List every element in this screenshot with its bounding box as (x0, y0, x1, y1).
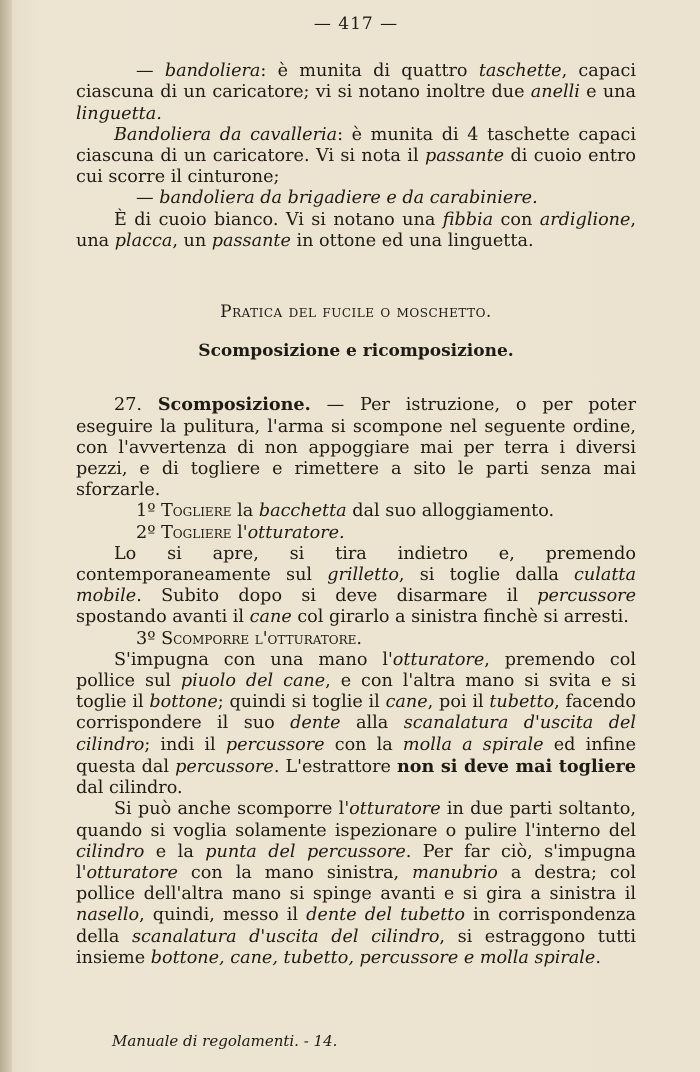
subsection-heading: Scomposizione e ricomposizione. (198, 341, 514, 362)
section-heading: Pratica del fucile o moschetto. (220, 302, 492, 323)
step-1: 1º Togliere la bacchetta dal suo alloggiamento. (136, 501, 555, 522)
page-number: — 417 — (313, 14, 399, 34)
paragraph-cuoio-bianco: È di cuoio bianco. Vi si notano una fibbia con ardiglione, una placca, un passante in ottone ed una linguetta. (76, 209, 636, 251)
page-content (76, 14, 636, 969)
paragraph-step-2: Lo si apre, si tira indietro e, premendo contemporaneamente sul grilletto, si toglie dalla culatta mobile. Subito dopo si deve disarmare il percussore spostando avanti il cane col girarlo a sinistra finchè si arresti. (76, 543, 636, 628)
paragraph-27-scomposizione: 27. Scomposizione. — Per istruzione, o per poter eseguire la pulitura, l'arma si scompone nel seguente ordine, con l'avvertenza di non appoggiare mai per terra i diversi pezzi, e di togliere e rimettere a sito le parti senza mai sforzarle. (76, 394, 636, 501)
paragraph-bandoliera-cavalleria: Bandoliera da cavalleria: è munita di 4 taschette capaci ciascuna di un caricatore. Vi si nota il passante di cuoio entro cui scorre il cinturone; (76, 124, 636, 188)
paragraph-bandoliera: — bandoliera: è munita di quattro taschette, capaci ciascuna di un caricatore; vi si notano inoltre due anelli e una linguetta. (76, 61, 637, 124)
paragraph-bandoliera-brigadiere: — bandoliera da brigadiere e da carabiniere. (136, 188, 538, 209)
step-3: 3º Scomporre l'otturatore. (136, 628, 363, 649)
paragraph-step-3b: Si può anche scomporre l'otturatore in due parti soltanto, quando si voglia solamente ispezionare o pulire l'interno del cilindro e la punta del percussore. Per far ciò, s'impugna l'otturatore con la mano sinistra, manubrio a destra; col pollice dell'altra mano si spinge avanti e si gira a sinistra il nasello, quindi, messo il dente del tubetto in corrispondenza della scanalatura d'uscita del cilindro, si estraggono tutti insieme bottone, cane, tubetto, percussore e molla spirale. (76, 799, 637, 968)
page-binding-shadow (0, 0, 12, 1072)
step-2: 2º Togliere l'otturatore. (136, 522, 345, 543)
paragraph-step-3a: S'impugna con una mano l'otturatore, premendo col pollice sul piuolo del cane, e con l'altra mano si svita e si toglie il bottone; quindi si toglie il cane, poi il tubetto, facendo corrispondere il suo dente alla scanalatura d'uscita del cilindro; indi il percussore con la molla a spirale ed infine questa dal percussore. L'estrattore non si deve mai togliere dal cilindro. (76, 649, 637, 799)
page-footer: Manuale di regolamenti. - 14. (112, 1032, 338, 1050)
